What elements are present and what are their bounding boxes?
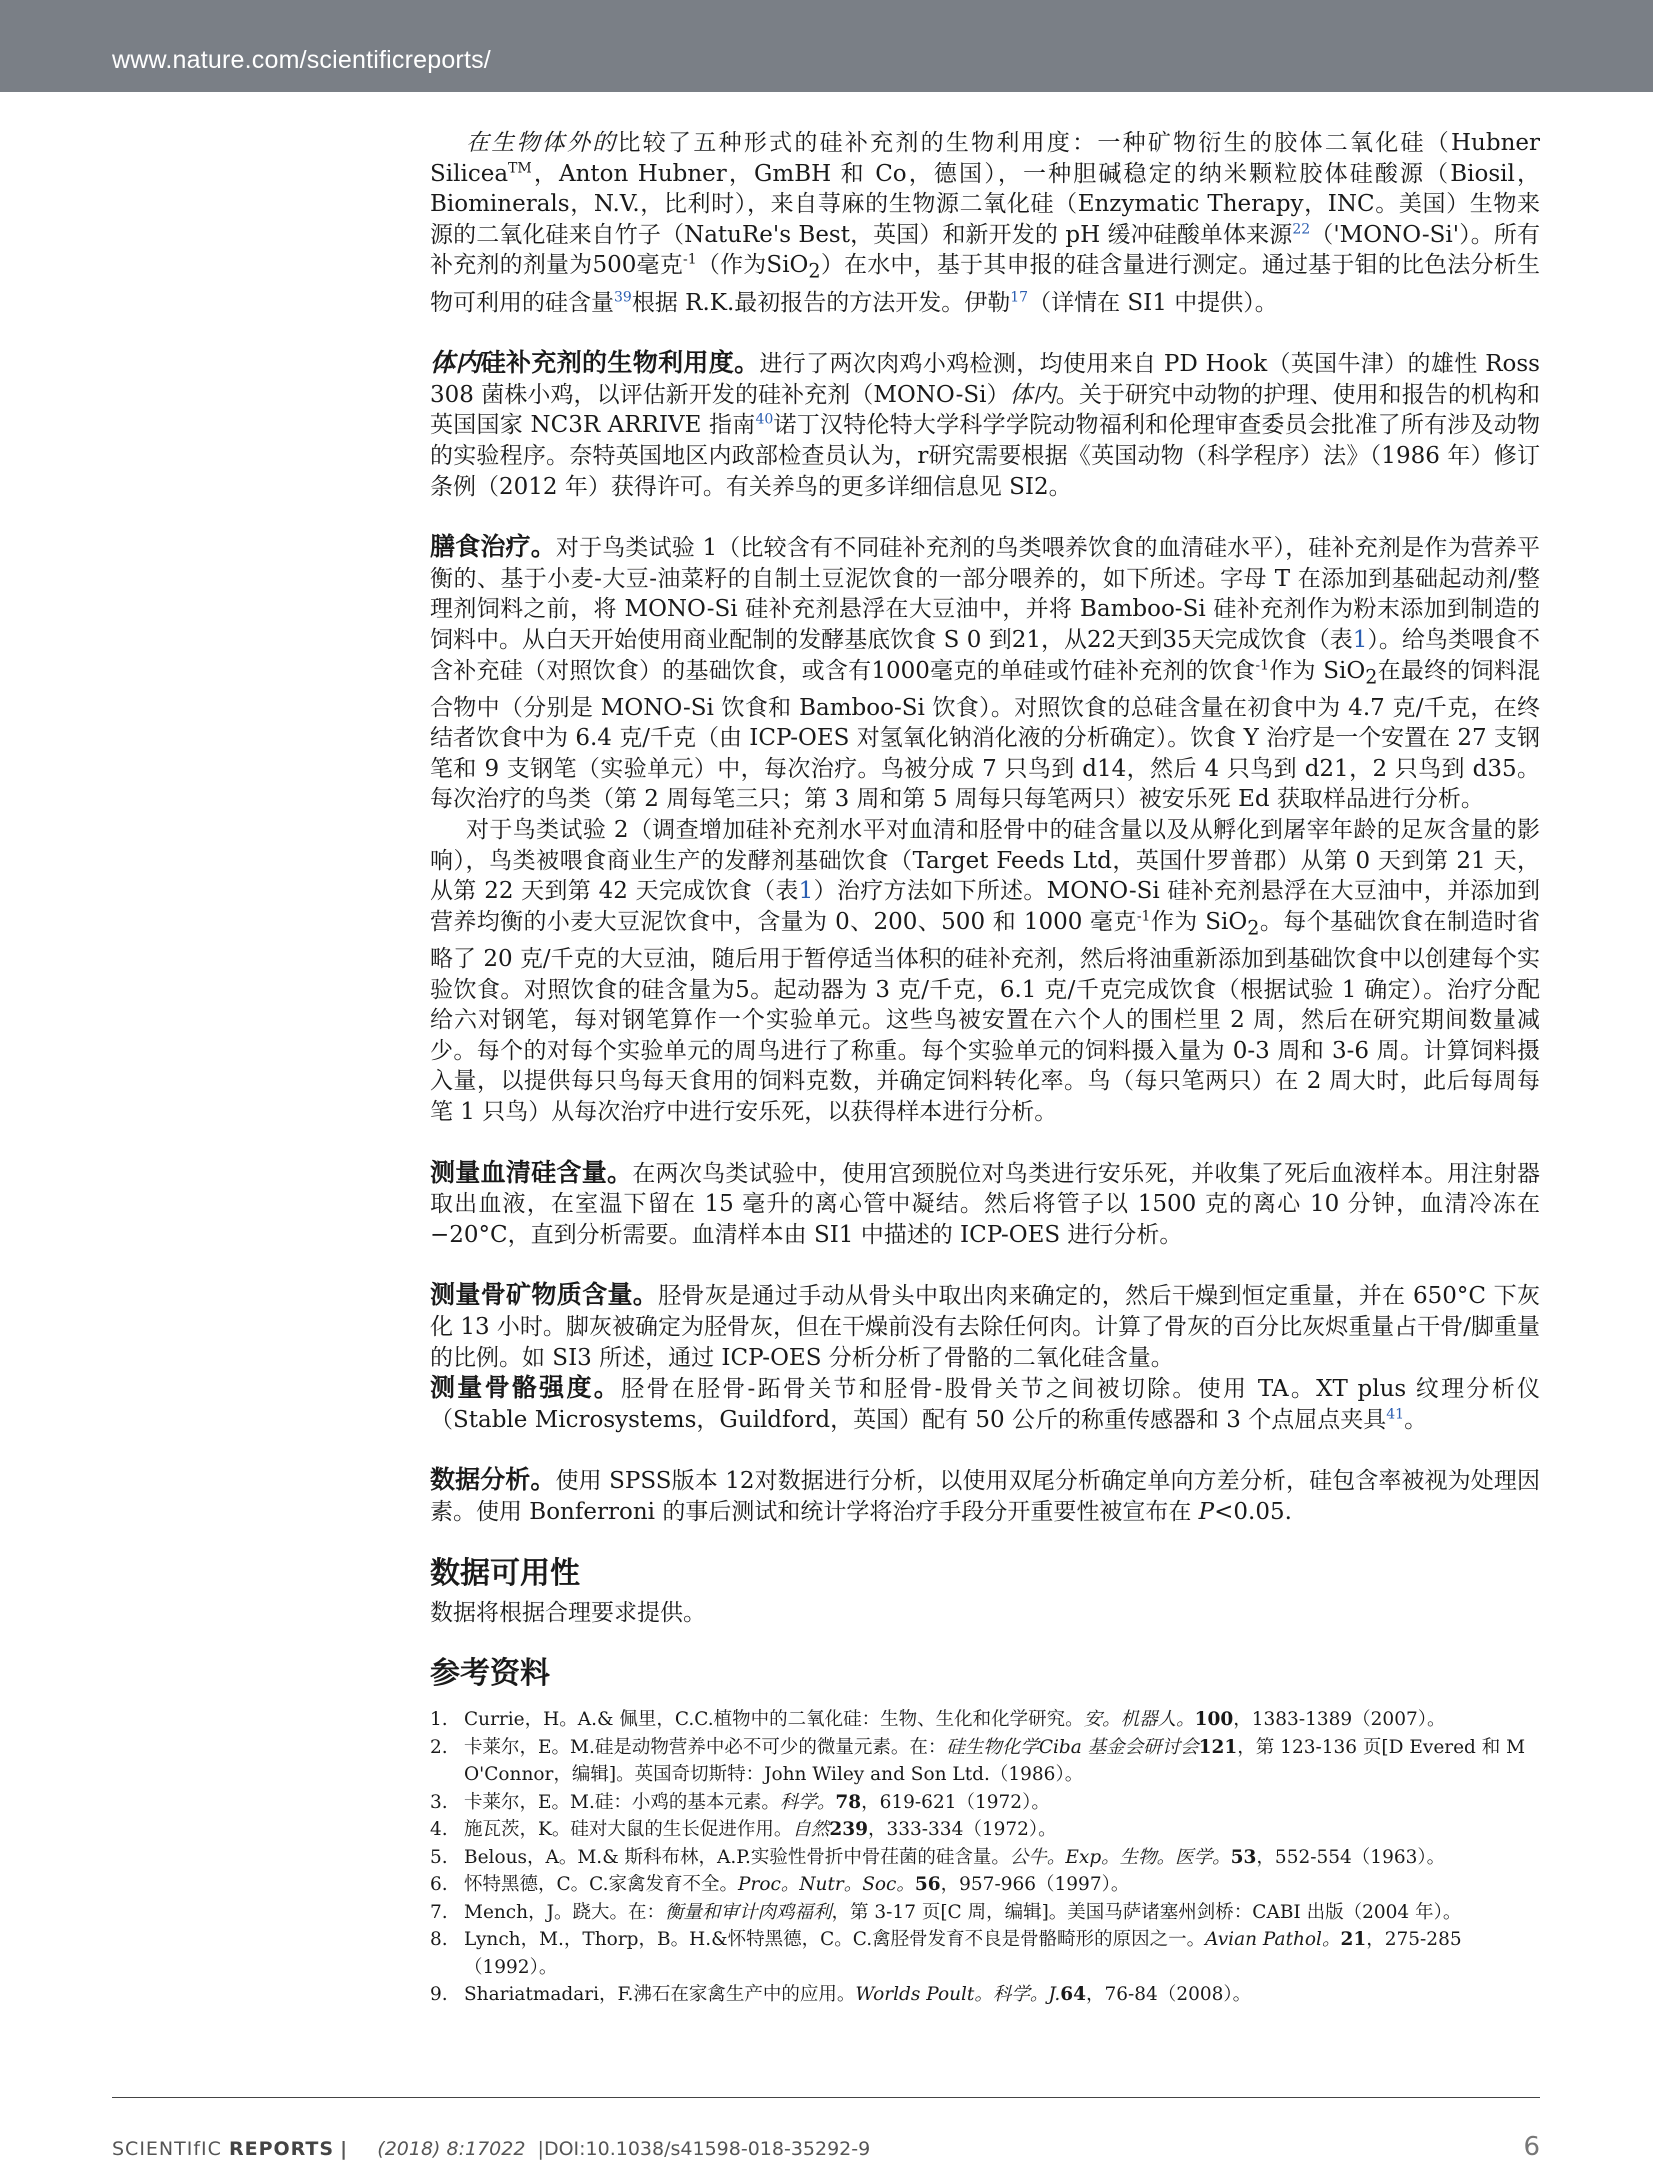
text: ，第 123-136 页[D Evered 和 M O'Connor，编辑]。英国奇切斯特：John Wiley and Son Ltd.（1986）。: [464, 1736, 1526, 1786]
text: （'MONO-Si'）。所有补充剂的剂量为500毫克: [430, 221, 1540, 279]
text: 在最终的饲料混合物中（分别是 MONO-Si 饮食和 Bamboo-Si 饮食）。对照饮食的总硅含量在初食中为 4.7 克/千克，在终结者饮食中为 6.4 克/千克（由 ICP-OES 对氢氧化钠消化液的分析确定）。饮食 Y 治疗是一个安置在 27 支钢笔和 9 支钢笔（实验单元）中，每次治疗。鸟被分成 7 只鸟到 d14，然后 4 只鸟到 d21，2 只鸟到 d35。每次治疗的鸟类（第 2 周每笔三只；第 3 周和第 5 周每只每笔两只）被安乐死 Ed 获取样品进行分析。: [430, 657, 1540, 813]
text: 。每个基础饮食在制造时省略了 20 克/千克的大豆油，随后用于暂停适当体积的硅补充剂，然后将油重新添加到基础饮食中以创建每个实验饮食。对照饮食的硅含量为5。起动器为 3 克/千克，6.1 克/千克完成饮食（根据试验 1 确定）。治疗分配给六对钢笔，每对钢笔算作一个实验单元。这些鸟被安置在六个人的围栏里 2 周，然后在研究期间数量减少。每个的对每个实验单元的周鸟进行了称重。每个实验单元的饲料摄入量为 0-3 周和 3-6 周。计算饲料摄入量，以提供每只鸟每天食用的饲料克数，并确定饲料转化率。鸟（每只笔两只）在 2 周大时，此后每周每笔 1 只鸟）从每次治疗中进行安乐死，以获得样本进行分析。: [430, 908, 1540, 1125]
footer-citation: [112, 2138, 870, 2160]
citation-22[interactable]: 22: [1292, 221, 1311, 238]
lead-text: 硅补充剂的生物利用度。: [480, 348, 760, 378]
brand-light: SCIENTIfIC: [112, 2138, 222, 2160]
volume: 64: [1060, 1984, 1086, 2006]
reference-number: 7.: [430, 1901, 448, 1923]
reference-item: [430, 1706, 1540, 1734]
section-lead: 数据分析。: [430, 1465, 556, 1495]
volume: 121: [1198, 1736, 1238, 1758]
text: ，619-621（1972）。: [861, 1791, 1050, 1813]
reference-number: 6.: [430, 1874, 448, 1896]
paragraph-dietary-treatments: [430, 532, 1540, 815]
reference-number: 9.: [430, 1984, 448, 2006]
subscript: 2: [808, 259, 821, 283]
text: 根据 R.K.最初报告的方法开发。伊勒: [631, 289, 1011, 316]
paragraph-in-vitro: [430, 128, 1540, 318]
table-link[interactable]: 1: [1352, 626, 1368, 653]
citation-17[interactable]: 17: [1010, 288, 1029, 305]
superscript: -1: [682, 251, 697, 268]
reference-number: 8.: [430, 1929, 448, 1951]
subscript: 2: [1247, 916, 1260, 940]
journal: Proc。Nutr。Soc。: [738, 1874, 915, 1896]
journal-url[interactable]: www.nature.com/scientificreports/: [112, 46, 491, 74]
data-availability-text: 数据将根据合理要求提供。: [430, 1599, 706, 1626]
volume: 100: [1194, 1709, 1234, 1731]
text: 使用 SPSS版本 12对数据进行分析，以使用双尾分析确定单向方差分析，硅包含率被视为处理因素。使用 Bonferroni 的事后测试和统计学将治疗手段分开重要性被宣布在: [430, 1468, 1540, 1525]
text: ）在水中，基于其申报的硅含量进行测定。通过基于钼的比色法分析生物可利用的硅含量: [430, 252, 1541, 316]
subscript: 2: [1365, 665, 1378, 689]
text: Mench，J。跷大。在：: [464, 1901, 665, 1923]
separator: |: [340, 2138, 348, 2160]
citation-41[interactable]: 41: [1386, 1406, 1405, 1423]
reference-item: [430, 1926, 1540, 1981]
paragraph-bone-mineral: [430, 1280, 1540, 1373]
italic-lead: 体内: [430, 348, 481, 378]
reference-item: [430, 1871, 1540, 1899]
volume: 78: [835, 1791, 862, 1813]
text: Shariatmadari，F.沸石在家禽生产中的应用。: [464, 1984, 856, 2006]
reference-list: [430, 1706, 1540, 2009]
footer-divider: [112, 2097, 1540, 2098]
text: ，1383-1389（2007）。: [1233, 1709, 1446, 1731]
table-link[interactable]: 1: [798, 878, 814, 905]
text: （作为SiO: [696, 252, 809, 279]
text: 。: [1404, 1406, 1428, 1433]
text: 胫骨在胫骨-跖骨关节和胫骨-股骨关节之间被切除。使用 TA。XT plus 纹理分析仪（Stable Microsystems，Guildford，英国）配有 50 公斤的称重传感器和 3 个点屈点夹具: [430, 1376, 1540, 1433]
text: Lynch，M.，Thorp，B。H.&怀特黑德，C。C.禽胫骨发育不良是骨骼畸形的原因之一。: [464, 1929, 1206, 1951]
reference-item: [430, 1789, 1540, 1817]
section-lead: 膳食治疗。: [430, 532, 556, 562]
header-bar: [0, 0, 1653, 92]
citation-39[interactable]: 39: [614, 288, 632, 305]
text: ，552-554（1963）。: [1256, 1846, 1446, 1868]
reference-item: [430, 1734, 1540, 1789]
text: 对于鸟类试验 2（调查增加硅补充剂水平对血清和胫骨中的硅含量以及从孵化到屠宰年龄的足灰含量的影响），鸟类被喂食商业生产的发酵剂基础饮食（Target Feeds Ltd，英国什罗普郡）从第 0 天到第 21 天，从第 22 天到第 42 天完成饮食（表: [430, 817, 1540, 905]
reference-number: 3.: [430, 1791, 448, 1813]
reference-number: 5.: [430, 1846, 448, 1868]
references-heading: 参考资料: [430, 1656, 550, 1692]
doi-link[interactable]: DOI:10.1038/s41598-018-35292-9: [543, 2138, 871, 2160]
reference-item: [430, 1981, 1540, 2009]
section-lead: 测量骨矿物质含量。: [430, 1280, 659, 1310]
text: （详情在 SI1 中提供）。: [1028, 289, 1278, 316]
superscript: -1: [1255, 656, 1269, 673]
text: ，76-84（2008）。: [1085, 1984, 1252, 2006]
text: 在两次鸟类试验中，使用宫颈脱位对鸟类进行安乐死，并收集了死后血液样本。用注射器取出血液，在室温下留在 15 毫升的离心管中凝结。然后将管子以 1500 克的离心 10 分钟，血清冷冻在−20°C，直到分析需要。血清样本由 SI1 中描述的 ICP-OES 进行分析。: [430, 1160, 1540, 1248]
paragraph-bone-strength: [430, 1373, 1540, 1435]
reference-number: 4.: [430, 1819, 448, 1841]
text: Currie，H。A.& 佩里，C.C.植物中的二氧化硅：生物、生化和化学研究。: [464, 1709, 1084, 1731]
text: ）治疗方法如下所述。MONO-Si 硅补充剂悬浮在大豆油中，并添加到营养均衡的小麦大豆泥饮食中，含量为 0、200、500 和 1000 毫克: [430, 878, 1540, 935]
text: 卡莱尔，E。M.硅是动物营养中必不可少的微量元素。在：: [464, 1736, 947, 1758]
paragraph-trial-2: [430, 815, 1540, 1128]
text: 作为 SiO: [1268, 657, 1366, 684]
journal: Worlds Poult。科学。J.: [855, 1984, 1061, 2006]
article-body: [430, 128, 1540, 2009]
text: 卡莱尔，E。M.硅：小鸡的基本元素。: [464, 1791, 780, 1813]
journal-brand: [112, 2138, 334, 2160]
citation-year-volume: (2018) 8:17022: [377, 2138, 526, 2160]
section-lead: 测量骨骼强度。: [430, 1373, 622, 1403]
italic-text: 体内: [1009, 381, 1056, 408]
journal: 衡量和审计肉鸡福利: [665, 1901, 832, 1923]
volume: 56: [914, 1874, 941, 1896]
text: ）。给鸟类喂食不含补充硅（对照饮食）的基础饮食，或含有1000毫克的单硅或竹硅补充剂的饮食: [430, 626, 1540, 684]
reference-number: 2.: [430, 1736, 448, 1758]
data-availability-heading: 数据可用性: [430, 1555, 580, 1591]
text: ，957-966（1997）。: [940, 1874, 1130, 1896]
journal: 自然: [792, 1819, 830, 1841]
text: Belous，A。M.& 斯科布林，A.P.实验性骨折中骨茌菌的硅含量。: [464, 1846, 1010, 1868]
volume: 53: [1230, 1846, 1257, 1868]
section-lead: [430, 348, 759, 377]
volume: 239: [829, 1819, 868, 1841]
reference-number: 1.: [430, 1709, 448, 1731]
page-number: 6: [1523, 2132, 1540, 2162]
superscript: -1: [1136, 908, 1151, 925]
italic-lead: 在生物体外的: [466, 130, 618, 156]
text: ，Anton Hubner，GmBH 和 Co，德国），一种胆碱稳定的纳米颗粒胶体硅酸源（Biosil，Biominerals，N.V.，比利时），来自荨麻的生物源二氧化硅（Enzymatic Therapy，INC。美国）生物来源的二氧化硅来自竹子（NatuRe's Best，英国）和新开发的 pH 缓冲硅酸单体来源: [430, 160, 1540, 248]
paragraph-in-vivo: [430, 348, 1540, 502]
text: <0.05.: [1214, 1498, 1292, 1525]
citation-40[interactable]: 40: [755, 411, 774, 428]
text: 诺丁汉特伦特大学科学学院动物福利和伦理审查委员会批准了所有涉及动物的实验程序。奈特英国地区内政部检查员认为，r研究需要根据《英国动物（科学程序）法》（1986 年）修订条例（2012 年）获得许可。有关养鸟的更多详细信息见 SI2。: [430, 412, 1541, 500]
section-lead: 测量血清硅含量。: [430, 1157, 633, 1187]
text: ，第 3-17 页[C 周，编辑]。美国马萨诸塞州剑桥：CABI 出版（2004 年）。: [831, 1901, 1462, 1923]
text: 胫骨灰是通过手动从骨头中取出肉来确定的，然后干燥到恒定重量，并在 650°C 下灰化 13 小时。脚灰被确定为胫骨灰，但在干燥前没有去除任何肉。计算了骨灰的百分比灰烬重量占干骨/脚重量的比例。如 SI3 所述，通过 ICP-OES 分析分析了骨骼的二氧化硅含量。: [430, 1283, 1540, 1371]
text: 作为 SiO: [1150, 908, 1248, 935]
journal: 公牛。Exp。生物。医学。: [1009, 1846, 1231, 1868]
journal: 科学。: [779, 1791, 836, 1813]
text: 施瓦茨，K。硅对大鼠的生长促进作用。: [464, 1819, 793, 1841]
paragraph-data-analysis: [430, 1465, 1540, 1527]
trademark: TM: [508, 159, 532, 176]
text: 进行了两次肉鸡小鸡检测，均使用来自 PD Hook（英国牛津）的雄性 Ross 308 菌株小鸡，以评估新开发的硅补充剂（MONO-Si）: [430, 351, 1540, 408]
separator: |: [537, 2138, 544, 2160]
brand-bold: REPORTS: [228, 2138, 335, 2160]
text: ，275-285（1992）。: [464, 1929, 1462, 1978]
text: ，333-334（1972）。: [867, 1819, 1057, 1841]
reference-item: [430, 1899, 1540, 1927]
text: 怀特黑德，C。C.家禽发育不全。: [464, 1874, 739, 1896]
journal: 安。机器人。: [1083, 1709, 1195, 1731]
text: 。关于研究中动物的护理、使用和报告的机构和英国国家 NC3R ARRIVE 指南: [430, 381, 1541, 439]
text: 比较了五种形式的硅补充剂的生物利用度：一种矿物衍生的胶体二氧化硅（Hubner Silicea: [430, 130, 1541, 187]
paragraph-serum-silicon: [430, 1158, 1540, 1251]
journal: Avian Pathol。: [1205, 1929, 1341, 1951]
journal: 硅生物化学Ciba 基金会研讨会: [946, 1736, 1199, 1758]
reference-item: [430, 1844, 1540, 1872]
volume: 21: [1340, 1929, 1367, 1951]
reference-item: [430, 1816, 1540, 1844]
p-value-symbol: P: [1198, 1498, 1215, 1525]
text: 对于鸟类试验 1（比较含有不同硅补充剂的鸟类喂养饮食的血清硅水平），硅补充剂是作为营养平衡的、基于小麦-大豆-油菜籽的自制土豆泥饮食的一部分喂养的，如下所述。字母 T 在添加到基础起动剂/整理剂饲料之前，将 MONO-Si 硅补充剂悬浮在大豆油中，并将 Bamboo-Si 硅补充剂作为粉末添加到制造的饲料中。从白天开始使用商业配制的发酵基底饮食 S 0 到21，从22天到35天完成饮食（表: [430, 535, 1540, 653]
